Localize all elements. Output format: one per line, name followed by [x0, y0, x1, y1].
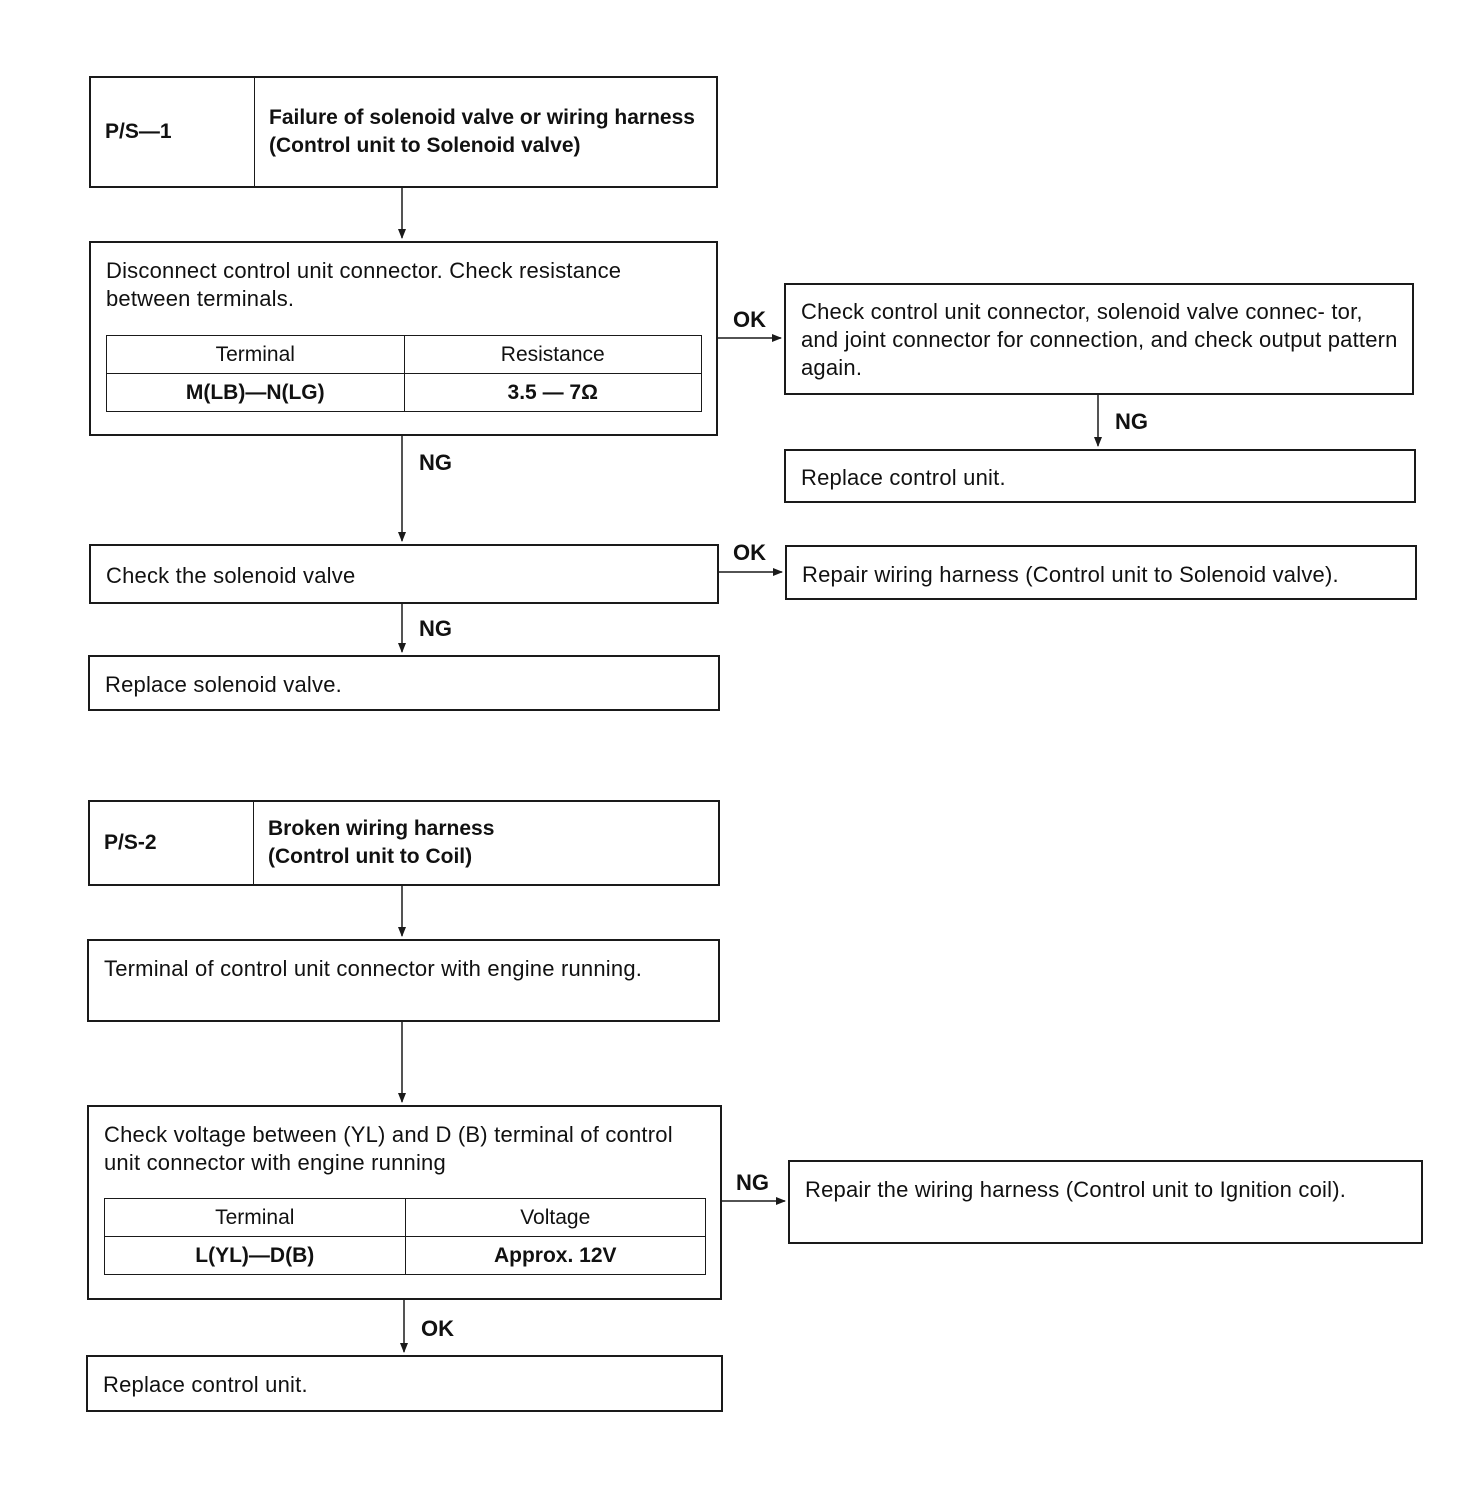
flow1-step2 [89, 544, 719, 604]
flow1-ok-box-1-text: Check control unit connector, solenoid valve connec- tor, and joint connector for connection, and check output pattern again. [801, 299, 1398, 380]
flow2-ng-box [788, 1160, 1423, 1244]
table-header-terminal: Terminal [105, 1199, 406, 1237]
flow1-resistance-table [106, 335, 702, 412]
flow1-ok-box-1 [784, 283, 1414, 395]
flow2-step3 [86, 1355, 723, 1412]
table-cell-resistance: 3.5 — 7Ω [404, 374, 702, 412]
flow2-ok-label: OK [421, 1316, 454, 1341]
flow2-voltage-table [104, 1198, 706, 1275]
flow1-ng-label-1a: NG [1115, 409, 1148, 434]
flow1-step1-text: Disconnect control unit connector. Check resistance between terminals. [106, 258, 622, 311]
flow2-header-code: P/S-2 [90, 802, 254, 884]
flow2-step1-text: Terminal of control unit connector with engine running. [104, 956, 643, 981]
table-cell-terminal: M(LB)—N(LG) [107, 374, 405, 412]
flow1-header [89, 76, 718, 188]
flow1-step3-text: Replace solenoid valve. [105, 672, 342, 697]
flow1-header-code: P/S—1 [91, 78, 255, 186]
flow1-ok-box-2 [785, 545, 1417, 600]
flow1-ok-label-1: OK [733, 307, 766, 332]
flow2-step3-text: Replace control unit. [103, 1372, 308, 1397]
flow1-step1 [89, 241, 718, 436]
table-cell-terminal: L(YL)—D(B) [105, 1237, 406, 1275]
flow2-step1 [87, 939, 720, 1022]
table-cell-voltage: Approx. 12V [405, 1237, 706, 1275]
flow1-ok-label-2: OK [733, 540, 766, 565]
flow2-header-title [268, 802, 710, 884]
flow2-ng-box-text: Repair the wiring harness (Control unit to Ignition coil). [805, 1177, 1347, 1202]
table-header-terminal: Terminal [107, 336, 405, 374]
flow2-step2 [87, 1105, 722, 1300]
flow1-step3 [88, 655, 720, 711]
table-header-voltage: Voltage [405, 1199, 706, 1237]
flow1-ng-label-1: NG [419, 450, 452, 475]
flow1-step2-text: Check the solenoid valve [106, 563, 356, 588]
flow2-header-title-line2: (Control unit to Coil) [268, 845, 473, 868]
table-header-resistance: Resistance [404, 336, 702, 374]
flow1-ng-box-1a-text: Replace control unit. [801, 465, 1006, 490]
flow1-ok-box-2-text: Repair wiring harness (Control unit to Solenoid valve). [802, 562, 1339, 587]
flow1-ng-box-1a [784, 449, 1416, 503]
flow2-step2-text: Check voltage between (YL) and D (B) terminal of control unit connector with engine running [104, 1122, 673, 1175]
flow2-ng-label: NG [736, 1170, 769, 1195]
flow1-ng-label-2: NG [419, 616, 452, 641]
flow1-header-title: Failure of solenoid valve or wiring harness (Control unit to Solenoid valve) [269, 106, 695, 157]
flow2-header-title-line1: Broken wiring harness [268, 817, 495, 840]
flow2-header [88, 800, 720, 886]
